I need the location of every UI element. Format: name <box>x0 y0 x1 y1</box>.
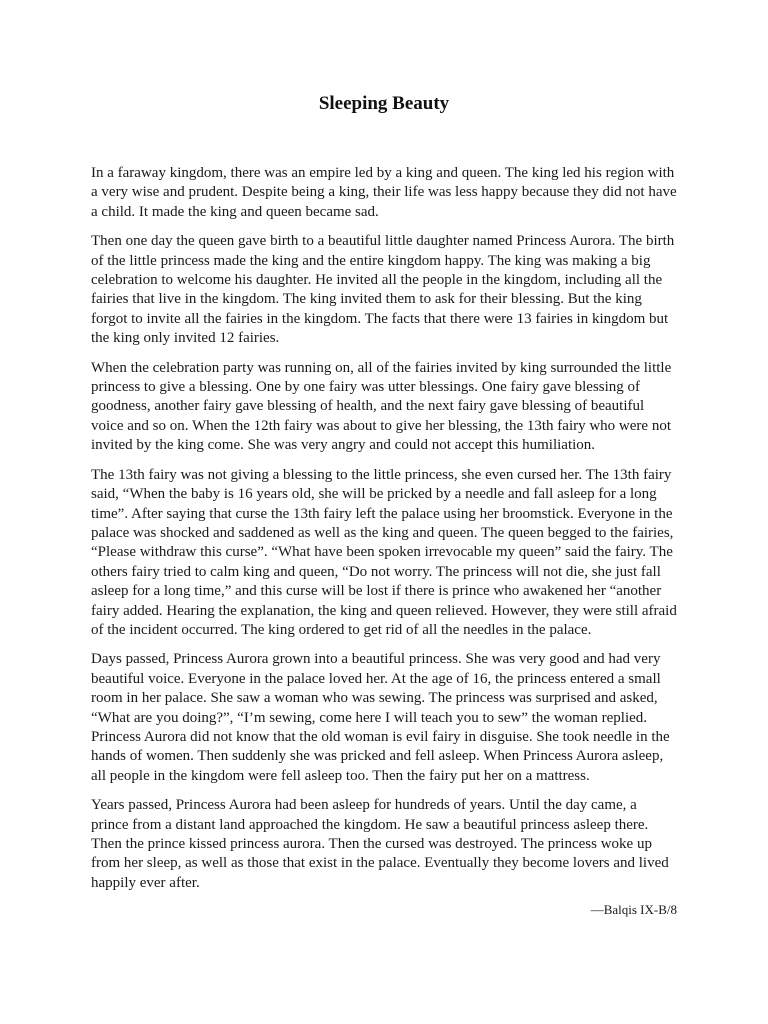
paragraph-5: Days passed, Princess Aurora grown into a beautiful princess. She was very good and had very beautiful voice. Everyone in the palace loved her. At the age of 16, the princess entered a small room in her palace. She saw a woman who was sewing. The princess was surprised and asked, “What are you doing?”, “I’m sewing, come here I will teach you to sew” the woman replied. Princess Aurora did not know that the old woman is evil fairy in disguise. She took needle in the hands of women. Then suddenly she was pricked and fell asleep. When Princess Aurora asleep, all people in the kingdom were fell asleep too. Then the fairy put her on a mattress. <box>91 651 670 784</box>
document-body <box>91 164 677 903</box>
author-signature: —Balqis IX-B/8 <box>590 902 677 917</box>
paragraph-2: Then one day the queen gave birth to a beautiful little daughter named Princess Aurora. The birth of the little princess made the king and the entire kingdom happy. The king was making a big celebration to welcome his daughter. He invited all the people in the kingdom, including all the fairies that live in the kingdom. The king invited them to ask for their blessing. But the king forgot to invite all the fairies in the kingdom. The facts that there were 13 fairies in kingdom but the king only invited 12 fairies. <box>91 233 675 347</box>
document-title: Sleeping Beauty <box>318 93 450 114</box>
paragraph-6: Years passed, Princess Aurora had been asleep for hundreds of years. Until the day came, a prince from a distant land approached the kingdom. He saw a beautiful princess asleep there. Then the prince kissed princess aurora. Then the cursed was destroyed. The princess woke up from her sleep, as well as those that exist in the palace. Eventually they become lovers and lived happily ever after. <box>91 797 669 891</box>
paragraph-4: The 13th fairy was not giving a blessing to the little princess, she even cursed her. The 13th fairy said, “When the baby is 16 years old, she will be pricked by a needle and fall asleep for a long time”. After saying that curse the 13th fairy left the palace using her broomstick. Everyone in the palace was shocked and saddened as well as the king and queen. The queen begged to the fairies, “Please withdraw this curse”. “What have been spoken irrevocable my queen” said the fairy. The others fairy tried to calm king and queen, “Do not worry. The princess will not die, she just fall asleep for a long time,” and this curse will be lost if there is prince who awakened her “another fairy added. Hearing the explanation, the king and queen relieved. However, they were still afraid of the incident occurred. The king ordered to get rid of all the needles in the palace. <box>91 466 677 638</box>
paragraph-1: In a faraway kingdom, there was an empire led by a king and queen. The king led his region with a very wise and prudent. Despite being a king, their life was less happy because they did not have a child. It made the king and queen became sad. <box>91 165 677 220</box>
paragraph-3: When the celebration party was running on, all of the fairies invited by king surrounded the little princess to give a blessing. One by one fairy was utter blessings. One fairy gave blessing of goodness, another fairy gave blessing of health, and the next fairy gave blessing of beautiful voice and so on. When the 12th fairy was about to give her blessing, the 13th fairy who were not invited by the king come. She was very angry and could not accept this humiliation. <box>91 359 672 454</box>
